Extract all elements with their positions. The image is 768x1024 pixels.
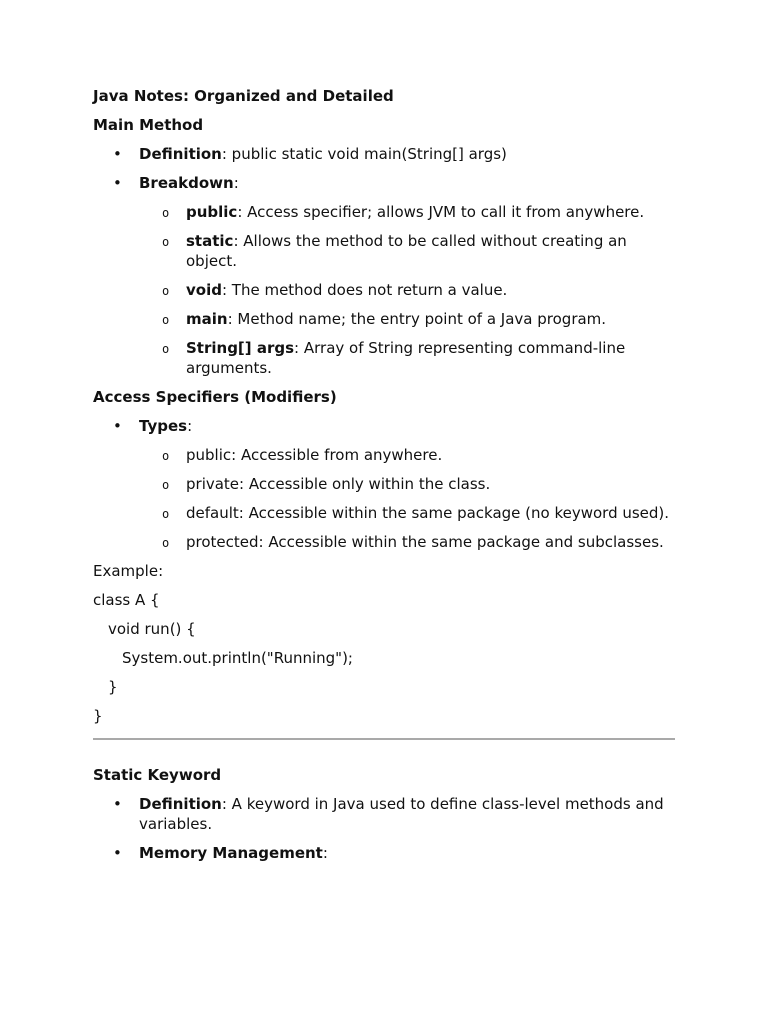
access-specifiers-heading: Access Specifiers (Modifiers) [93,388,337,406]
code-line: class A { [93,591,160,609]
list-item: o static: Allows the method to be called without creating an object. [162,232,627,270]
list-item: o public: Accessible from anywhere. [162,446,443,464]
document-page [93,86,675,872]
sub-bullet-marker: o [162,342,170,356]
list-item: • Memory Management: [113,844,328,862]
list-item: o void: The method does not return a value. [162,281,508,299]
static-keyword-list [93,794,675,863]
document-title: Java Notes: Organized and Detailed [93,87,394,105]
example-label: Example: [93,562,164,580]
code-line: } [108,678,118,696]
horizontal-divider [93,738,675,740]
list-item: o public: Access specifier; allows JVM to call it from anywhere. [162,203,645,221]
list-item: o String[] args: Array of String representing command-line arguments. [162,339,626,377]
list-item: o protected: Accessible within the same package and subclasses. [162,533,664,551]
access-types-list [93,416,675,436]
code-line: void run() { [108,620,196,638]
list-item: o default: Accessible within the same package (no keyword used). [162,504,670,522]
code-line: System.out.println("Running"); [122,649,353,667]
list-item: o private: Accessible only within the class. [162,475,491,493]
list-item: o main: Method name; the entry point of a Java program. [162,310,607,328]
list-item: • Breakdown: [113,174,239,192]
bullet-marker: • [113,145,122,163]
static-keyword-heading: Static Keyword [93,766,222,784]
bullet-marker: • [113,417,122,435]
sub-bullet-marker: o [162,536,170,550]
list-item: • Definition: public static void main(String[] args) [113,145,507,163]
sub-bullet-marker: o [162,507,170,521]
access-types-sublist [93,445,675,552]
bullet-marker: • [113,844,122,862]
list-item: • Definition: A keyword in Java used to define class-level methods and variables. [113,795,664,833]
main-method-list [93,144,675,193]
sub-bullet-marker: o [162,235,170,249]
sub-bullet-marker: o [162,313,170,327]
list-item: • Types: [113,417,193,435]
sub-bullet-marker: o [162,449,170,463]
bullet-marker: • [113,795,122,813]
breakdown-list [93,202,675,378]
bullet-marker: • [113,174,122,192]
sub-bullet-marker: o [162,206,170,220]
sub-bullet-marker: o [162,478,170,492]
code-line: } [93,707,103,725]
sub-bullet-marker: o [162,284,170,298]
main-method-heading: Main Method [93,116,204,134]
